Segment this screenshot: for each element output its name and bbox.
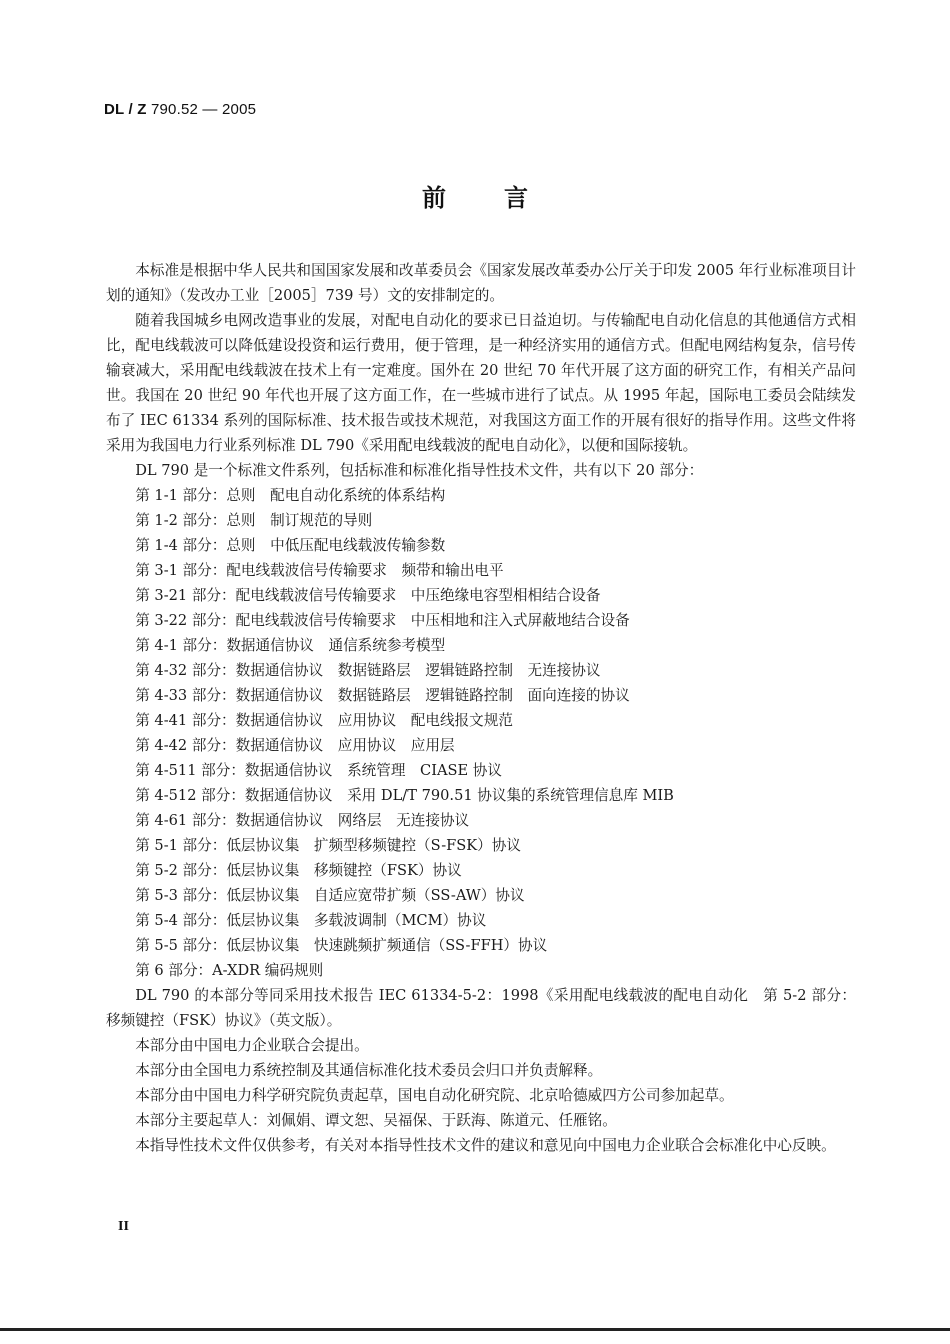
list-item: 第 4-41 部分：数据通信协议 应用协议 配电线报文规范 <box>135 712 513 729</box>
list-item: 第 4-512 部分：数据通信协议 采用 DL/T 790.51 协议集的系统管理信息库 MIB <box>135 787 674 804</box>
list-item: 第 1-4 部分：总则 中低压配电线载波传输参数 <box>135 537 446 554</box>
list-item: 第 3-1 部分：配电线载波信号传输要求 频带和输出电平 <box>135 562 504 579</box>
list-item: 第 3-21 部分：配电线载波信号传输要求 中压绝缘电容型相相结合设备 <box>135 587 601 604</box>
paragraph-adoption: DL 790 的本部分等同采用技术报告 IEC 61334-5-2：1998《采用配电线载波的配电自动化 第 5-2 部分：移频键控（FSK）协议》（英文版）。 <box>106 987 856 1029</box>
list-item: 第 4-61 部分：数据通信协议 网络层 无连接协议 <box>135 812 470 829</box>
paragraph-basis: 本标准是根据中华人民共和国国家发展和改革委员会《国家发展改革委办公厅关于印发 2005 年行业标准项目计划的通知》（发改办工业［2005］739 号）文的安排制定的。 <box>106 262 856 304</box>
page-title: 前言 <box>422 184 586 212</box>
list-item: 第 5-4 部分：低层协议集 多载波调制（MCM）协议 <box>135 912 487 929</box>
list-item: 第 1-1 部分：总则 配电自动化系统的体系结构 <box>135 487 446 504</box>
paragraph-series-intro: DL 790 是一个标准文件系列，包括标准和标准化指导性技术文件，共有以下 20 部分： <box>135 462 704 479</box>
list-item: 第 5-3 部分：低层协议集 自适应宽带扩频（SS-AW）协议 <box>135 887 525 904</box>
paragraph-feedback: 本指导性技术文件仅供参考，有关对本指导性技术文件的建议和意见向中国电力企业联合会标准化中心反映。 <box>135 1137 836 1154</box>
standard-prefix: DL / Z <box>104 101 147 118</box>
paragraph-drafting-org: 本部分由中国电力科学研究院负责起草，国电自动化研究院、北京哈德威四方公司参加起草。 <box>135 1087 734 1104</box>
list-item: 第 5-2 部分：低层协议集 移频键控（FSK）协议 <box>135 862 462 879</box>
list-item: 第 3-22 部分：配电线载波信号传输要求 中压相地和注入式屏蔽地结合设备 <box>135 612 630 629</box>
bottom-rule <box>0 1328 950 1331</box>
page-number: II <box>118 1219 129 1234</box>
list-item: 第 5-5 部分：低层协议集 快速跳频扩频通信（SS-FFH）协议 <box>135 937 548 954</box>
list-item: 第 4-32 部分：数据通信协议 数据链路层 逻辑链路控制 无连接协议 <box>135 662 601 679</box>
list-item: 第 5-1 部分：低层协议集 扩频型移频键控（S-FSK）协议 <box>135 837 521 854</box>
parts-list <box>106 483 856 983</box>
list-item: 第 4-1 部分：数据通信协议 通信系统参考模型 <box>135 637 446 654</box>
paragraph-drafters: 本部分主要起草人：刘佩娟、谭文恕、吴福保、于跃海、陈道元、任雁铭。 <box>135 1112 617 1129</box>
paragraph-proposer: 本部分由中国电力企业联合会提出。 <box>135 1037 369 1054</box>
paragraph-responsibility: 本部分由全国电力系统控制及其通信标准化技术委员会归口并负责解释。 <box>135 1062 603 1079</box>
list-item: 第 4-33 部分：数据通信协议 数据链路层 逻辑链路控制 面向连接的协议 <box>135 687 630 704</box>
standard-code <box>104 101 256 118</box>
list-item: 第 6 部分：A-XDR 编码规则 <box>135 962 324 979</box>
list-item: 第 1-2 部分：总则 制订规范的导则 <box>135 512 373 529</box>
list-item: 第 4-42 部分：数据通信协议 应用协议 应用层 <box>135 737 455 754</box>
paragraph-background: 随着我国城乡电网改造事业的发展，对配电自动化的要求已日益迫切。与传输配电自动化信息的其他通信方式相比，配电线载波可以降低建设投资和运行费用，便于管理，是一种经济实用的通信方式。但配电网结构复杂，信号传输衰减大，采用配电线载波在技术上有一定难度。国外在 20 世纪 70 年代开展了这方面的研究工作，有相关产品问世。我国在 20 世纪 90 年代也开展了这方面工作，在一些城市进行了试点。从 1995 年起，国际电工委员会陆续发布了 IEC 61334 系列的国际标准、技术报告或技术规范，对我国这方面工作的开展有很好的指导作用。这些文件将采用为我国电力行业系列标准 DL 790《采用配电线载波的配电自动化》，以便和国际接轨。 <box>106 312 856 454</box>
foreword-body <box>106 258 856 1158</box>
list-item: 第 4-511 部分：数据通信协议 系统管理 CIASE 协议 <box>135 762 502 779</box>
standard-number: 790.52 — 2005 <box>150 101 257 118</box>
